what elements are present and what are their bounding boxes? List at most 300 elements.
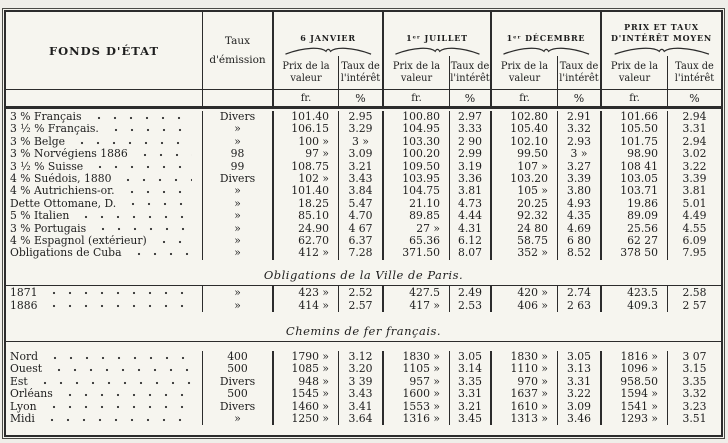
interest-rate-cell: 2.57 bbox=[338, 299, 382, 312]
dot-leader bbox=[131, 247, 192, 259]
price-cell: 25.56 bbox=[600, 223, 667, 235]
interest-rate-cell: 4.70 bbox=[338, 210, 382, 222]
interest-rate-cell: 4.44 bbox=[449, 210, 490, 222]
interest-rate-cell: 2 63 bbox=[557, 299, 600, 312]
interest-rate-cell: 2.74 bbox=[557, 286, 600, 299]
price-cell: 1594 » bbox=[600, 388, 667, 400]
price-cell: 406 » bbox=[490, 299, 557, 312]
price-cell: 101.40 bbox=[272, 185, 338, 197]
interest-rate-cell: 8.07 bbox=[449, 247, 490, 259]
fund-name-label: Orléans bbox=[10, 388, 53, 401]
interest-rate-cell: 3.31 bbox=[449, 388, 490, 400]
price-cell: 85.10 bbox=[272, 210, 338, 222]
price-cell: 105.40 bbox=[490, 123, 557, 135]
interest-rate-cell: 3.09 bbox=[557, 401, 600, 413]
price-cell: 89.09 bbox=[600, 210, 667, 222]
interest-rate-cell: 3.39 bbox=[557, 173, 600, 185]
emission-rate-cell: » bbox=[202, 123, 272, 135]
emission-rate-cell: 400 bbox=[202, 351, 272, 363]
price-cell: 352 » bbox=[490, 247, 557, 259]
price-cell: 24.90 bbox=[272, 223, 338, 235]
table-row bbox=[6, 123, 721, 135]
table-row bbox=[6, 210, 721, 222]
interest-rate-cell: 3.35 bbox=[449, 376, 490, 388]
interest-rate-cell: 2.94 bbox=[667, 111, 721, 123]
section-title: Chemins de fer français. bbox=[285, 324, 442, 339]
interest-rate-cell: 6.09 bbox=[667, 235, 721, 247]
emission-rate-cell: » bbox=[202, 299, 272, 312]
interest-rate-cell: 3.41 bbox=[338, 401, 382, 413]
fund-name-cell bbox=[6, 111, 202, 123]
interest-rate-cell: 3.46 bbox=[557, 413, 600, 425]
price-cell: 97 » bbox=[272, 148, 338, 160]
dot-leader bbox=[137, 148, 192, 160]
unit-percent: % bbox=[667, 89, 721, 106]
interest-rate-cell: 3.81 bbox=[449, 185, 490, 197]
dot-leader bbox=[62, 388, 192, 400]
brace-decoration-icon bbox=[394, 46, 481, 55]
table-row bbox=[6, 351, 721, 363]
price-cell: 21.10 bbox=[382, 198, 449, 210]
interest-rate-cell: 3.14 bbox=[449, 363, 490, 375]
interest-rate-cell: 3.32 bbox=[667, 388, 721, 400]
fund-name-label: Obligations de Cuba bbox=[10, 247, 122, 260]
fund-name-label: 3 % Norvégiens 1886 bbox=[10, 148, 128, 161]
fund-name-cell bbox=[6, 173, 202, 185]
price-cell: 108 41 bbox=[600, 161, 667, 173]
interest-rate-cell: 2 57 bbox=[667, 299, 721, 312]
price-cell: 20.25 bbox=[490, 198, 557, 210]
dot-leader bbox=[37, 376, 192, 388]
fund-name-label: 5 % Italien bbox=[10, 210, 70, 223]
interest-rate-cell: 3.13 bbox=[557, 363, 600, 375]
price-cell: 102.10 bbox=[490, 136, 557, 148]
unit-francs: fr. bbox=[490, 89, 557, 106]
interest-rate-cell: 7.28 bbox=[338, 247, 382, 259]
fund-name-label: Nord bbox=[10, 351, 39, 364]
emission-rate-cell: » bbox=[202, 235, 272, 247]
interest-rate-cell: 4.93 bbox=[557, 198, 600, 210]
table-row bbox=[6, 173, 721, 185]
table-row bbox=[6, 148, 721, 160]
price-cell: 1096 » bbox=[600, 363, 667, 375]
fund-name-label: 3 ½ % Suisse bbox=[10, 160, 84, 173]
interest-rate-cell: 2.52 bbox=[338, 286, 382, 299]
interest-rate-cell: 3.09 bbox=[338, 148, 382, 160]
dot-leader bbox=[120, 173, 192, 185]
dot-leader bbox=[108, 123, 192, 135]
price-cell: 103.30 bbox=[382, 136, 449, 148]
price-cell: 100.80 bbox=[382, 111, 449, 123]
price-cell: 957 » bbox=[382, 376, 449, 388]
emission-rate-cell: » bbox=[202, 223, 272, 235]
emission-rate-cell: » bbox=[202, 247, 272, 259]
table-row bbox=[6, 286, 721, 299]
price-cell: 1790 » bbox=[272, 351, 338, 363]
group-title: 1ᵉʳ DÉCEMBRE bbox=[506, 33, 586, 44]
unit-percent: % bbox=[449, 89, 490, 106]
interest-rate-cell: 3.02 bbox=[667, 148, 721, 160]
fund-name-label: 3 % Belge bbox=[10, 135, 66, 148]
price-cell: 1637 » bbox=[490, 388, 557, 400]
price-cell: 948 » bbox=[272, 376, 338, 388]
section-rows bbox=[6, 285, 721, 319]
fund-name-cell bbox=[6, 247, 202, 259]
interest-rate-cell: 3 » bbox=[338, 136, 382, 148]
price-cell: 1460 » bbox=[272, 401, 338, 413]
table-row bbox=[6, 413, 721, 425]
interest-rate-cell: 2.95 bbox=[338, 111, 382, 123]
column-group-6-janvier bbox=[272, 12, 382, 56]
fund-name-cell bbox=[6, 198, 202, 210]
price-cell: 65.36 bbox=[382, 235, 449, 247]
price-cell: 27 » bbox=[382, 223, 449, 235]
price-cell: 102 » bbox=[272, 173, 338, 185]
emission-label-line2: d'émission bbox=[209, 54, 266, 66]
interest-rate-cell: 3.31 bbox=[557, 376, 600, 388]
subheader-prix-valeur: Prix de la valeur bbox=[600, 56, 667, 89]
subheader-prix-valeur: Prix de la valeur bbox=[382, 56, 449, 89]
price-cell: 19.86 bbox=[600, 198, 667, 210]
emission-rate-cell: » bbox=[202, 185, 272, 197]
price-cell: 371.50 bbox=[382, 247, 449, 259]
interest-rate-cell: 3.33 bbox=[449, 123, 490, 135]
emission-rate-cell: 500 bbox=[202, 388, 272, 400]
interest-rate-cell: 6.12 bbox=[449, 235, 490, 247]
fund-name-cell bbox=[6, 223, 202, 235]
emission-rate-cell: 500 bbox=[202, 363, 272, 375]
price-cell: 18.25 bbox=[272, 198, 338, 210]
fund-name-cell bbox=[6, 210, 202, 222]
interest-rate-cell: 3.43 bbox=[338, 173, 382, 185]
fund-name-cell bbox=[6, 388, 202, 400]
price-cell: 109.50 bbox=[382, 161, 449, 173]
interest-rate-cell: 3.43 bbox=[338, 388, 382, 400]
price-cell: 412 » bbox=[272, 247, 338, 259]
unit-francs: fr. bbox=[272, 89, 338, 106]
column-group-1er-decembre bbox=[490, 12, 600, 56]
price-cell: 958.50 bbox=[600, 376, 667, 388]
interest-rate-cell: 3.22 bbox=[667, 161, 721, 173]
interest-rate-cell: 4.35 bbox=[557, 210, 600, 222]
interest-rate-cell: 3.23 bbox=[667, 401, 721, 413]
price-cell: 1830 » bbox=[490, 351, 557, 363]
price-cell: 106.15 bbox=[272, 123, 338, 135]
price-cell: 423 » bbox=[272, 286, 338, 299]
unit-francs: fr. bbox=[600, 89, 667, 106]
interest-rate-cell: 3 » bbox=[557, 148, 600, 160]
section-rows bbox=[6, 341, 721, 429]
price-cell: 107 » bbox=[490, 161, 557, 173]
dot-leader bbox=[95, 223, 192, 235]
fund-name-label: Midi bbox=[10, 413, 35, 426]
interest-rate-cell: 3.35 bbox=[667, 376, 721, 388]
table-row bbox=[6, 223, 721, 235]
emission-rate-cell: Divers bbox=[202, 111, 272, 123]
fund-name-cell bbox=[6, 351, 202, 363]
emission-rate-cell: Divers bbox=[202, 173, 272, 185]
price-cell: 427.5 bbox=[382, 286, 449, 299]
price-cell: 62 27 bbox=[600, 235, 667, 247]
price-cell: 414 » bbox=[272, 299, 338, 312]
interest-rate-cell: 3.80 bbox=[557, 185, 600, 197]
fund-name-label: 3 % Français bbox=[10, 111, 82, 123]
interest-rate-cell: 3 07 bbox=[667, 351, 721, 363]
dot-leader bbox=[51, 363, 192, 375]
fund-name-cell bbox=[6, 123, 202, 135]
emission-rate-cell: 99 bbox=[202, 161, 272, 173]
subheader-prix-valeur: Prix de la valeur bbox=[272, 56, 338, 89]
price-cell: 104.95 bbox=[382, 123, 449, 135]
fund-name-cell bbox=[6, 363, 202, 375]
fund-name-label: 3 % Portugais bbox=[10, 222, 87, 235]
table-row bbox=[6, 401, 721, 413]
interest-rate-cell: 3.15 bbox=[667, 363, 721, 375]
emission-rate-cell: » bbox=[202, 413, 272, 425]
price-cell: 101.66 bbox=[600, 111, 667, 123]
interest-rate-cell: 2.49 bbox=[449, 286, 490, 299]
price-cell: 101.40 bbox=[272, 111, 338, 123]
dot-leader bbox=[92, 161, 192, 173]
interest-rate-cell: 2.53 bbox=[449, 299, 490, 312]
price-cell: 103.95 bbox=[382, 173, 449, 185]
price-cell: 92.32 bbox=[490, 210, 557, 222]
unit-cell-empty bbox=[6, 89, 202, 106]
price-cell: 99.50 bbox=[490, 148, 557, 160]
table-row bbox=[6, 376, 721, 388]
price-cell: 1293 » bbox=[600, 413, 667, 425]
interest-rate-cell: 2.93 bbox=[557, 136, 600, 148]
column-header-fonds-detat: FONDS D'ÉTAT bbox=[48, 43, 159, 58]
price-cell: 24 80 bbox=[490, 223, 557, 235]
price-cell: 103.71 bbox=[600, 185, 667, 197]
dot-leader bbox=[46, 286, 192, 299]
emission-rate-cell: » bbox=[202, 286, 272, 299]
dot-leader bbox=[47, 351, 192, 363]
unit-cell-empty bbox=[202, 89, 272, 106]
price-cell: 89.85 bbox=[382, 210, 449, 222]
interest-rate-cell: 3.31 bbox=[667, 123, 721, 135]
interest-rate-cell: 4.55 bbox=[667, 223, 721, 235]
price-cell: 1541 » bbox=[600, 401, 667, 413]
fund-name-label: 4 % Espagnol (extérieur) bbox=[10, 234, 147, 247]
price-cell: 417 » bbox=[382, 299, 449, 312]
fund-name-label: Est bbox=[10, 375, 28, 388]
fund-name-cell bbox=[6, 235, 202, 247]
dot-leader bbox=[124, 185, 192, 197]
interest-rate-cell: 4 67 bbox=[338, 223, 382, 235]
interest-rate-cell: 3.81 bbox=[667, 185, 721, 197]
emission-rate-cell: » bbox=[202, 210, 272, 222]
column-header-taux-demission bbox=[202, 12, 272, 89]
interest-rate-cell: 3.21 bbox=[449, 401, 490, 413]
table-outer-border bbox=[2, 8, 725, 439]
interest-rate-cell: 3.39 bbox=[667, 173, 721, 185]
interest-rate-cell: 2.97 bbox=[449, 111, 490, 123]
dot-leader bbox=[46, 299, 192, 312]
table-row bbox=[6, 388, 721, 400]
interest-rate-cell: 4.49 bbox=[667, 210, 721, 222]
state-funds-table bbox=[4, 10, 723, 437]
section-title: Obligations de la Ville de Paris. bbox=[263, 267, 464, 282]
fund-name-label: 3 ½ % Français. bbox=[10, 123, 99, 136]
fund-name-cell bbox=[6, 148, 202, 160]
group-title: PRIX ET TAUX D'INTÉRÊT MOYEN bbox=[611, 22, 712, 44]
price-cell: 1553 » bbox=[382, 401, 449, 413]
interest-rate-cell: 3.21 bbox=[338, 161, 382, 173]
price-cell: 104.75 bbox=[382, 185, 449, 197]
emission-label-line1: Taux bbox=[224, 34, 251, 47]
unit-percent: % bbox=[338, 89, 382, 106]
price-cell: 423.5 bbox=[600, 286, 667, 299]
price-cell: 105.50 bbox=[600, 123, 667, 135]
price-cell: 103.20 bbox=[490, 173, 557, 185]
group-title: 1ᵉʳ JUILLET bbox=[406, 33, 468, 44]
dot-leader bbox=[46, 401, 192, 413]
price-cell: 98.90 bbox=[600, 148, 667, 160]
price-cell: 102.80 bbox=[490, 111, 557, 123]
interest-rate-cell: 7.95 bbox=[667, 247, 721, 259]
subheader-taux-interet: Taux de l'intérêt bbox=[557, 56, 600, 89]
interest-rate-cell: 3.64 bbox=[338, 413, 382, 425]
price-cell: 1816 » bbox=[600, 351, 667, 363]
interest-rate-cell: 2.94 bbox=[667, 136, 721, 148]
table-row bbox=[6, 185, 721, 197]
fund-name-cell bbox=[6, 413, 202, 425]
table-row bbox=[6, 161, 721, 173]
dot-leader bbox=[78, 210, 192, 222]
interest-rate-cell: 3.84 bbox=[338, 185, 382, 197]
fund-name-label: 1886 bbox=[10, 298, 38, 312]
interest-rate-cell: 3.05 bbox=[557, 351, 600, 363]
emission-rate-cell: » bbox=[202, 136, 272, 148]
price-cell: 1600 » bbox=[382, 388, 449, 400]
price-cell: 378 50 bbox=[600, 247, 667, 259]
table-row bbox=[6, 299, 721, 312]
interest-rate-cell: 5.47 bbox=[338, 198, 382, 210]
fund-name-cell bbox=[6, 136, 202, 148]
brace-decoration-icon bbox=[502, 46, 591, 55]
unit-francs: fr. bbox=[382, 89, 449, 106]
fund-name-label: Lyon bbox=[10, 400, 37, 413]
interest-rate-cell: 4.31 bbox=[449, 223, 490, 235]
interest-rate-cell: 3.12 bbox=[338, 351, 382, 363]
subheader-prix-valeur: Prix de la valeur bbox=[490, 56, 557, 89]
fund-name-label: 1871 bbox=[10, 285, 38, 299]
interest-rate-cell: 3.05 bbox=[449, 351, 490, 363]
price-cell: 1105 » bbox=[382, 363, 449, 375]
emission-rate-cell: » bbox=[202, 198, 272, 210]
interest-rate-cell: 3.19 bbox=[449, 161, 490, 173]
interest-rate-cell: 3.27 bbox=[557, 161, 600, 173]
price-cell: 1545 » bbox=[272, 388, 338, 400]
price-cell: 1313 » bbox=[490, 413, 557, 425]
interest-rate-cell: 3.36 bbox=[449, 173, 490, 185]
interest-rate-cell: 5.01 bbox=[667, 198, 721, 210]
subheader-taux-interet: Taux de l'intérêt bbox=[449, 56, 490, 89]
brace-decoration-icon bbox=[613, 46, 711, 55]
interest-rate-cell: 3.22 bbox=[557, 388, 600, 400]
price-cell: 970 » bbox=[490, 376, 557, 388]
fund-name-label: 4 % Autrichiens-or. bbox=[10, 185, 115, 198]
unit-percent: % bbox=[557, 89, 600, 106]
group-title: 6 JANVIER bbox=[300, 33, 356, 44]
fund-name-cell bbox=[6, 401, 202, 413]
table-row bbox=[6, 363, 721, 375]
table-row bbox=[6, 198, 721, 210]
price-cell: 420 » bbox=[490, 286, 557, 299]
fund-name-cell bbox=[6, 299, 202, 312]
fund-name-label: 4 % Suédois, 1880 bbox=[10, 172, 112, 185]
column-group-1er-juillet bbox=[382, 12, 490, 56]
column-group-prix-taux-moyen bbox=[600, 12, 721, 56]
fund-name-label: Dette Ottomane, D. bbox=[10, 197, 117, 210]
price-cell: 105 » bbox=[490, 185, 557, 197]
interest-rate-cell: 3.29 bbox=[338, 123, 382, 135]
fund-name-cell bbox=[6, 376, 202, 388]
dot-leader bbox=[74, 136, 192, 148]
price-cell: 1110 » bbox=[490, 363, 557, 375]
dot-leader bbox=[44, 413, 192, 425]
price-cell: 1610 » bbox=[490, 401, 557, 413]
price-cell: 101.75 bbox=[600, 136, 667, 148]
emission-rate-cell: Divers bbox=[202, 376, 272, 388]
interest-rate-cell: 4.73 bbox=[449, 198, 490, 210]
interest-rate-cell: 2.91 bbox=[557, 111, 600, 123]
price-cell: 100 » bbox=[272, 136, 338, 148]
emission-rate-cell: 98 bbox=[202, 148, 272, 160]
dot-leader bbox=[91, 111, 192, 123]
table-row bbox=[6, 111, 721, 123]
fund-name-label: Ouest bbox=[10, 363, 43, 376]
brace-decoration-icon bbox=[284, 46, 373, 55]
dot-leader bbox=[156, 235, 192, 247]
table-row bbox=[6, 247, 721, 259]
price-cell: 103.05 bbox=[600, 173, 667, 185]
fund-name-cell bbox=[6, 185, 202, 197]
price-cell: 409.3 bbox=[600, 299, 667, 312]
interest-rate-cell: 8.52 bbox=[557, 247, 600, 259]
table-row bbox=[6, 136, 721, 148]
interest-rate-cell: 2.99 bbox=[449, 148, 490, 160]
section-rows bbox=[6, 109, 721, 263]
interest-rate-cell: 3.20 bbox=[338, 363, 382, 375]
interest-rate-cell: 6.37 bbox=[338, 235, 382, 247]
interest-rate-cell: 2.58 bbox=[667, 286, 721, 299]
price-cell: 100.20 bbox=[382, 148, 449, 160]
interest-rate-cell: 3.32 bbox=[557, 123, 600, 135]
fund-name-cell bbox=[6, 161, 202, 173]
interest-rate-cell: 6 80 bbox=[557, 235, 600, 247]
price-cell: 1830 » bbox=[382, 351, 449, 363]
fund-name-cell bbox=[6, 286, 202, 299]
price-cell: 1250 » bbox=[272, 413, 338, 425]
table-row bbox=[6, 235, 721, 247]
interest-rate-cell: 3 39 bbox=[338, 376, 382, 388]
price-cell: 108.75 bbox=[272, 161, 338, 173]
dot-leader bbox=[125, 198, 192, 210]
subheader-taux-interet: Taux de l'intérêt bbox=[338, 56, 382, 89]
emission-rate-cell: Divers bbox=[202, 401, 272, 413]
price-cell: 1085 » bbox=[272, 363, 338, 375]
table-header bbox=[6, 12, 721, 109]
price-cell: 1316 » bbox=[382, 413, 449, 425]
subheader-taux-interet: Taux de l'intérêt bbox=[667, 56, 721, 89]
interest-rate-cell: 3.51 bbox=[667, 413, 721, 425]
table-body bbox=[6, 109, 721, 435]
interest-rate-cell: 4.69 bbox=[557, 223, 600, 235]
price-cell: 58.75 bbox=[490, 235, 557, 247]
